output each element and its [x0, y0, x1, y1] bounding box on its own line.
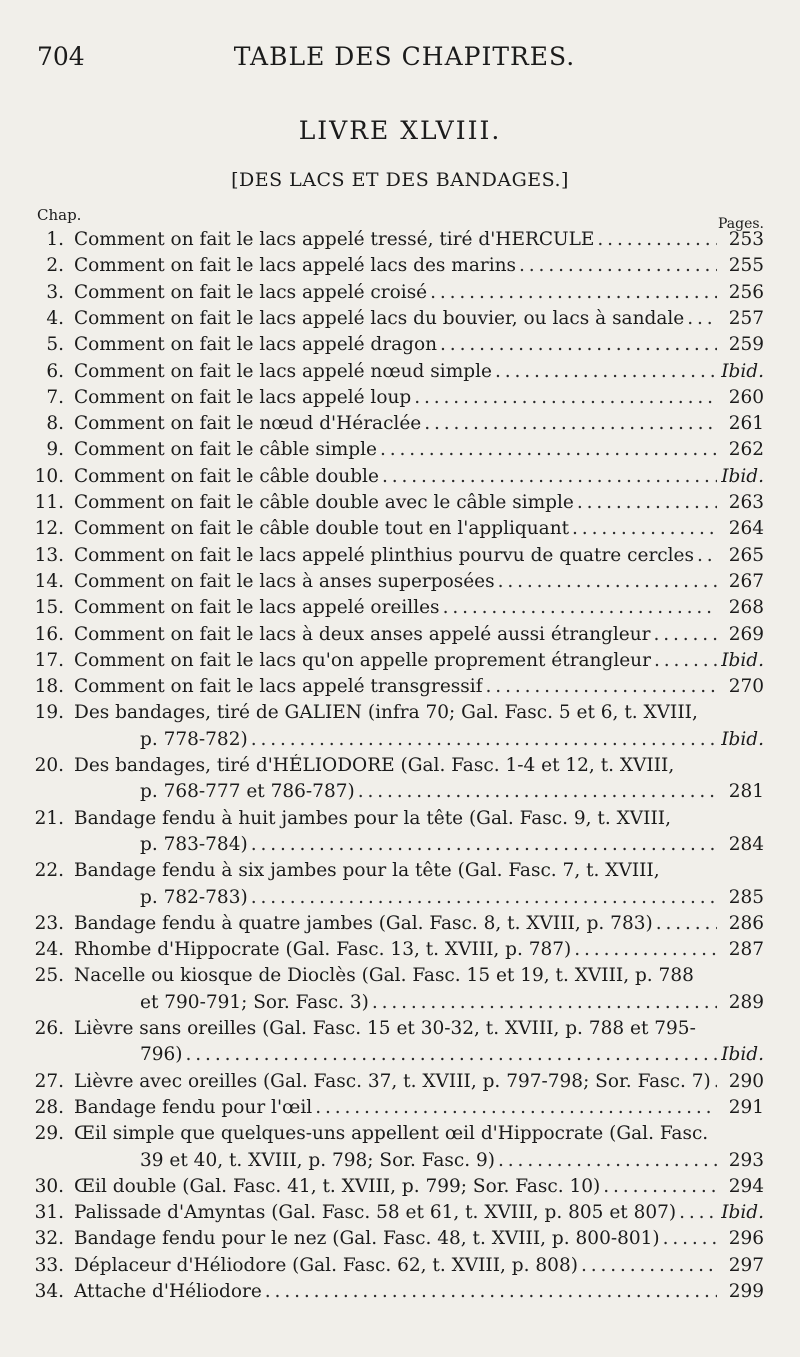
chapter-title: Des bandages, tiré d'HÉLIODORE (Gal. Fasc. 1-4 et 12, t. XVIII,	[74, 755, 675, 776]
chapter-title: Comment on fait le lacs appelé lacs du bouvier, ou lacs à sandale	[74, 307, 685, 329]
chapter-title-continuation: p. 768-777 et 786-787)	[140, 781, 355, 803]
dot-leader	[687, 307, 717, 331]
page-reference: 269	[728, 623, 764, 645]
chapter-number: 33.	[34, 1254, 64, 1276]
page-reference: 296	[728, 1228, 764, 1250]
chapter-number: 1.	[46, 229, 64, 250]
chapter-entry	[46, 333, 764, 357]
chapter-entry	[34, 623, 764, 647]
chapter-title: Comment on fait le lacs appelé loup	[74, 386, 412, 408]
page-reference: 255	[728, 255, 764, 277]
chapter-number: 5.	[46, 334, 64, 356]
chapter-entry	[46, 254, 764, 278]
dot-leader	[654, 649, 717, 673]
page-reference: 268	[728, 597, 764, 619]
chapter-number: 17.	[34, 649, 64, 671]
page-reference: Ibid.	[721, 649, 764, 671]
page-reference: 287	[728, 939, 764, 961]
chapter-title: Comment on fait le lacs appelé croisé	[74, 281, 428, 303]
page-reference: 291	[728, 1096, 764, 1118]
chapter-title: Comment on fait le lacs appelé lacs des marins	[74, 255, 517, 277]
dot-leader	[597, 228, 717, 252]
chapter-title: Comment on fait le lacs appelé nœud simple	[74, 360, 492, 382]
dot-leader	[382, 465, 717, 489]
chapter-entry	[46, 386, 764, 410]
chapter-title: Comment on fait le lacs appelé oreilles	[74, 597, 440, 619]
chapter-number: 28.	[34, 1096, 64, 1118]
dot-leader	[443, 596, 717, 620]
chapter-entry-continuation	[140, 1043, 764, 1067]
chapter-entry	[34, 1227, 764, 1251]
page-reference: Ibid.	[721, 465, 764, 487]
page-reference: 297	[728, 1254, 764, 1276]
dot-leader	[697, 544, 717, 568]
chapter-number: 9.	[46, 439, 64, 461]
chapter-entry	[34, 1070, 764, 1094]
chapter-number: 31.	[34, 1202, 64, 1224]
chapter-title: Comment on fait le lacs appelé tressé, tiré d'HERCULE	[74, 229, 595, 250]
chapter-title: Attache d'Héliodore	[74, 1281, 262, 1302]
dot-leader	[251, 886, 717, 910]
chapter-entry	[34, 964, 764, 988]
chapter-entry	[34, 491, 764, 515]
chapter-number: 15.	[34, 597, 64, 619]
chapter-number: 16.	[34, 623, 64, 645]
chapter-entry	[46, 307, 764, 331]
page-reference: 261	[728, 413, 764, 435]
chapter-entry-continuation	[140, 886, 764, 910]
chapter-title: Lièvre sans oreilles (Gal. Fasc. 15 et 30-32, t. XVIII, p. 788 et 795-	[74, 1018, 696, 1039]
page-reference: 293	[728, 1149, 764, 1171]
dot-leader	[358, 780, 717, 804]
chapter-entry	[34, 1017, 764, 1041]
chapter-number: 4.	[46, 307, 64, 329]
page-reference: 289	[728, 991, 764, 1013]
page-reference: 285	[728, 886, 764, 908]
chapter-number: 24.	[34, 939, 64, 961]
page-reference: Ibid.	[721, 360, 764, 382]
chapter-entry	[34, 912, 764, 936]
chapter-entry	[34, 1254, 764, 1278]
dot-leader	[572, 517, 717, 541]
chapter-number: 34.	[34, 1281, 64, 1302]
chapter-title: Bandage fendu pour le nez (Gal. Fasc. 48, t. XVIII, p. 800-801)	[74, 1228, 660, 1250]
dot-leader	[414, 386, 717, 410]
chapter-entry	[46, 412, 764, 436]
chapter-entry	[34, 754, 764, 778]
chapter-entry	[34, 1122, 764, 1146]
page-reference: 265	[728, 544, 764, 566]
chapter-title: Œil simple que quelques-uns appellent œil d'Hippocrate (Gal. Fasc.	[74, 1123, 709, 1145]
chapter-entry	[34, 1280, 764, 1304]
dot-leader	[315, 1096, 717, 1120]
chapter-number: 7.	[46, 386, 64, 408]
chapter-title: Comment on fait le câble double tout en l'appliquant	[74, 518, 570, 540]
chapter-entry	[34, 544, 764, 568]
page-reference: 281	[728, 781, 764, 803]
chapter-entry	[34, 807, 764, 831]
chapter-number: 18.	[34, 676, 64, 698]
chapter-number: 27.	[34, 1070, 64, 1092]
page-reference: 263	[728, 492, 764, 513]
chapter-title: Comment on fait le câble double	[74, 465, 379, 487]
page-reference: 253	[728, 229, 764, 250]
section-title: [DES LACS ET DES BANDAGES.]	[231, 169, 569, 191]
chapter-entry-continuation	[140, 833, 764, 857]
dot-leader	[495, 360, 717, 384]
chapter-number: 21.	[34, 807, 64, 829]
dot-leader	[663, 1227, 717, 1251]
chapter-number: 8.	[46, 413, 64, 435]
page-reference: 270	[728, 676, 764, 698]
chapter-title-continuation: et 790-791; Sor. Fasc. 3)	[140, 991, 369, 1013]
page-reference: 290	[728, 1070, 764, 1092]
chapter-number: 2.	[46, 255, 64, 277]
chapter-title: Comment on fait le câble double avec le câble simple	[74, 492, 574, 513]
chapter-title: Des bandages, tiré de GALIEN (infra 70; Gal. Fasc. 5 et 6, t. XVIII,	[74, 702, 698, 724]
chapter-title: Comment on fait le lacs qu'on appelle proprement étrangleur	[74, 649, 651, 671]
dot-leader	[380, 438, 717, 462]
chapter-entry	[34, 701, 764, 725]
dot-leader	[424, 412, 717, 436]
chapter-entry-continuation	[140, 728, 764, 752]
page-reference: 260	[728, 386, 764, 408]
chapter-title: Bandage fendu à quatre jambes (Gal. Fasc. 8, t. XVIII, p. 783)	[74, 912, 653, 934]
chapter-title: Lièvre avec oreilles (Gal. Fasc. 37, t. XVIII, p. 797-798; Sor. Fasc. 7)	[74, 1070, 711, 1092]
chapter-title: Comment on fait le lacs à anses superposées	[74, 570, 495, 592]
chapter-title: Palissade d'Amyntas (Gal. Fasc. 58 et 61, t. XVIII, p. 805 et 807)	[74, 1202, 677, 1224]
dot-leader	[486, 675, 717, 699]
chapter-title: Œil double (Gal. Fasc. 41, t. XVIII, p. 799; Sor. Fasc. 10)	[74, 1175, 601, 1197]
page-reference: 259	[728, 334, 764, 356]
chapter-title: Comment on fait le lacs appelé plinthius pourvu de quatre cercles	[74, 544, 695, 566]
chapter-number: 13.	[34, 544, 64, 566]
chapter-title: Comment on fait le nœud d'Héraclée	[74, 413, 422, 435]
dot-leader	[186, 1043, 717, 1067]
chapter-title-continuation: p. 783-784)	[140, 833, 248, 855]
dot-leader	[251, 833, 717, 857]
chapter-entry	[34, 596, 764, 620]
chapter-entry	[34, 1175, 764, 1199]
chapter-number: 19.	[34, 702, 64, 724]
chapter-title: Comment on fait le lacs appelé transgressif	[74, 676, 483, 698]
chapter-title: Déplaceur d'Héliodore (Gal. Fasc. 62, t. XVIII, p. 808)	[74, 1254, 578, 1276]
dot-leader	[574, 938, 717, 962]
dot-leader	[498, 1149, 717, 1173]
page-reference: 257	[728, 307, 764, 329]
dot-leader	[440, 333, 717, 357]
chapter-number: 10.	[34, 465, 64, 487]
page-reference: 267	[728, 570, 764, 592]
chapter-number: 30.	[34, 1175, 64, 1197]
dot-leader	[251, 728, 717, 752]
chapter-number: 20.	[34, 755, 64, 776]
chapter-title-continuation: p. 782-783)	[140, 886, 248, 908]
chapter-number: 32.	[34, 1228, 64, 1250]
page-reference: 286	[728, 912, 764, 934]
chapter-number: 22.	[34, 860, 64, 882]
chapter-entry	[46, 438, 764, 462]
page-reference: 299	[728, 1281, 764, 1302]
chapter-title: Bandage fendu à huit jambes pour la tête (Gal. Fasc. 9, t. XVIII,	[74, 807, 671, 829]
chapter-number: 26.	[34, 1018, 64, 1039]
chapter-number: 12.	[34, 518, 64, 540]
chapter-entry	[34, 1096, 764, 1120]
page-reference: Ibid.	[721, 728, 764, 750]
dot-leader	[603, 1175, 717, 1199]
chapter-entry	[34, 1201, 764, 1225]
dot-leader	[577, 491, 717, 515]
dot-leader	[656, 912, 717, 936]
chapter-title-continuation: p. 778-782)	[140, 728, 248, 750]
chapter-title-continuation: 796)	[140, 1044, 183, 1066]
dot-leader	[714, 1070, 717, 1094]
page-reference: 256	[728, 281, 764, 303]
chapter-title-continuation: 39 et 40, t. XVIII, p. 798; Sor. Fasc. 9)	[140, 1149, 496, 1171]
chapter-entry	[46, 228, 764, 252]
dot-leader	[654, 623, 718, 647]
chapter-entry-continuation	[140, 991, 764, 1015]
chapter-number: 11.	[34, 492, 64, 513]
dot-leader	[372, 991, 717, 1015]
chap-column-label: Chap.	[37, 206, 82, 224]
chapter-number: 6.	[46, 360, 64, 382]
page-number: 704	[37, 42, 85, 71]
chapter-title: Nacelle ou kiosque de Dioclès (Gal. Fasc. 15 et 19, t. XVIII, p. 788	[74, 965, 694, 987]
dot-leader	[498, 570, 717, 594]
chapter-title: Comment on fait le lacs à deux anses appelé aussi étrangleur	[74, 623, 651, 645]
chapter-entry	[46, 360, 764, 384]
chapter-entry	[34, 570, 764, 594]
chapter-entry	[34, 517, 764, 541]
chapter-title: Bandage fendu à six jambes pour la tête (Gal. Fasc. 7, t. XVIII,	[74, 860, 660, 882]
running-title: TABLE DES CHAPITRES.	[233, 42, 576, 71]
chapter-number: 3.	[46, 281, 64, 303]
dot-leader	[519, 254, 717, 278]
dot-leader	[265, 1280, 717, 1304]
chapter-entry-continuation	[140, 1149, 764, 1173]
pages-column-label: Pages.	[717, 216, 764, 232]
dot-leader	[679, 1201, 717, 1225]
page-reference: 264	[728, 518, 764, 540]
chapter-number: 29.	[34, 1123, 64, 1145]
chapter-title: Rhombe d'Hippocrate (Gal. Fasc. 13, t. XVIII, p. 787)	[74, 939, 572, 961]
chapter-entry	[34, 859, 764, 883]
chapter-entry-continuation	[140, 780, 764, 804]
chapter-entry	[34, 938, 764, 962]
dot-leader	[581, 1254, 717, 1278]
page-reference: Ibid.	[721, 1202, 764, 1224]
book-title: LIVRE XLVIII.	[298, 116, 502, 145]
page-reference: 262	[728, 439, 764, 461]
chapter-title: Bandage fendu pour l'œil	[74, 1096, 313, 1118]
chapter-number: 23.	[34, 912, 64, 934]
chapter-entry	[34, 649, 764, 673]
page-reference: Ibid.	[721, 1044, 764, 1066]
chapter-entry	[34, 465, 764, 489]
chapter-title: Comment on fait le câble simple	[74, 439, 377, 461]
chapter-title: Comment on fait le lacs appelé dragon	[74, 334, 438, 356]
chapter-number: 14.	[34, 570, 64, 592]
page-reference: 284	[728, 833, 764, 855]
dot-leader	[430, 281, 717, 305]
chapter-entry	[46, 281, 764, 305]
page-header	[37, 42, 772, 78]
chapter-number: 25.	[34, 965, 64, 987]
page-reference: 294	[728, 1175, 764, 1197]
chapter-entry	[34, 675, 764, 699]
